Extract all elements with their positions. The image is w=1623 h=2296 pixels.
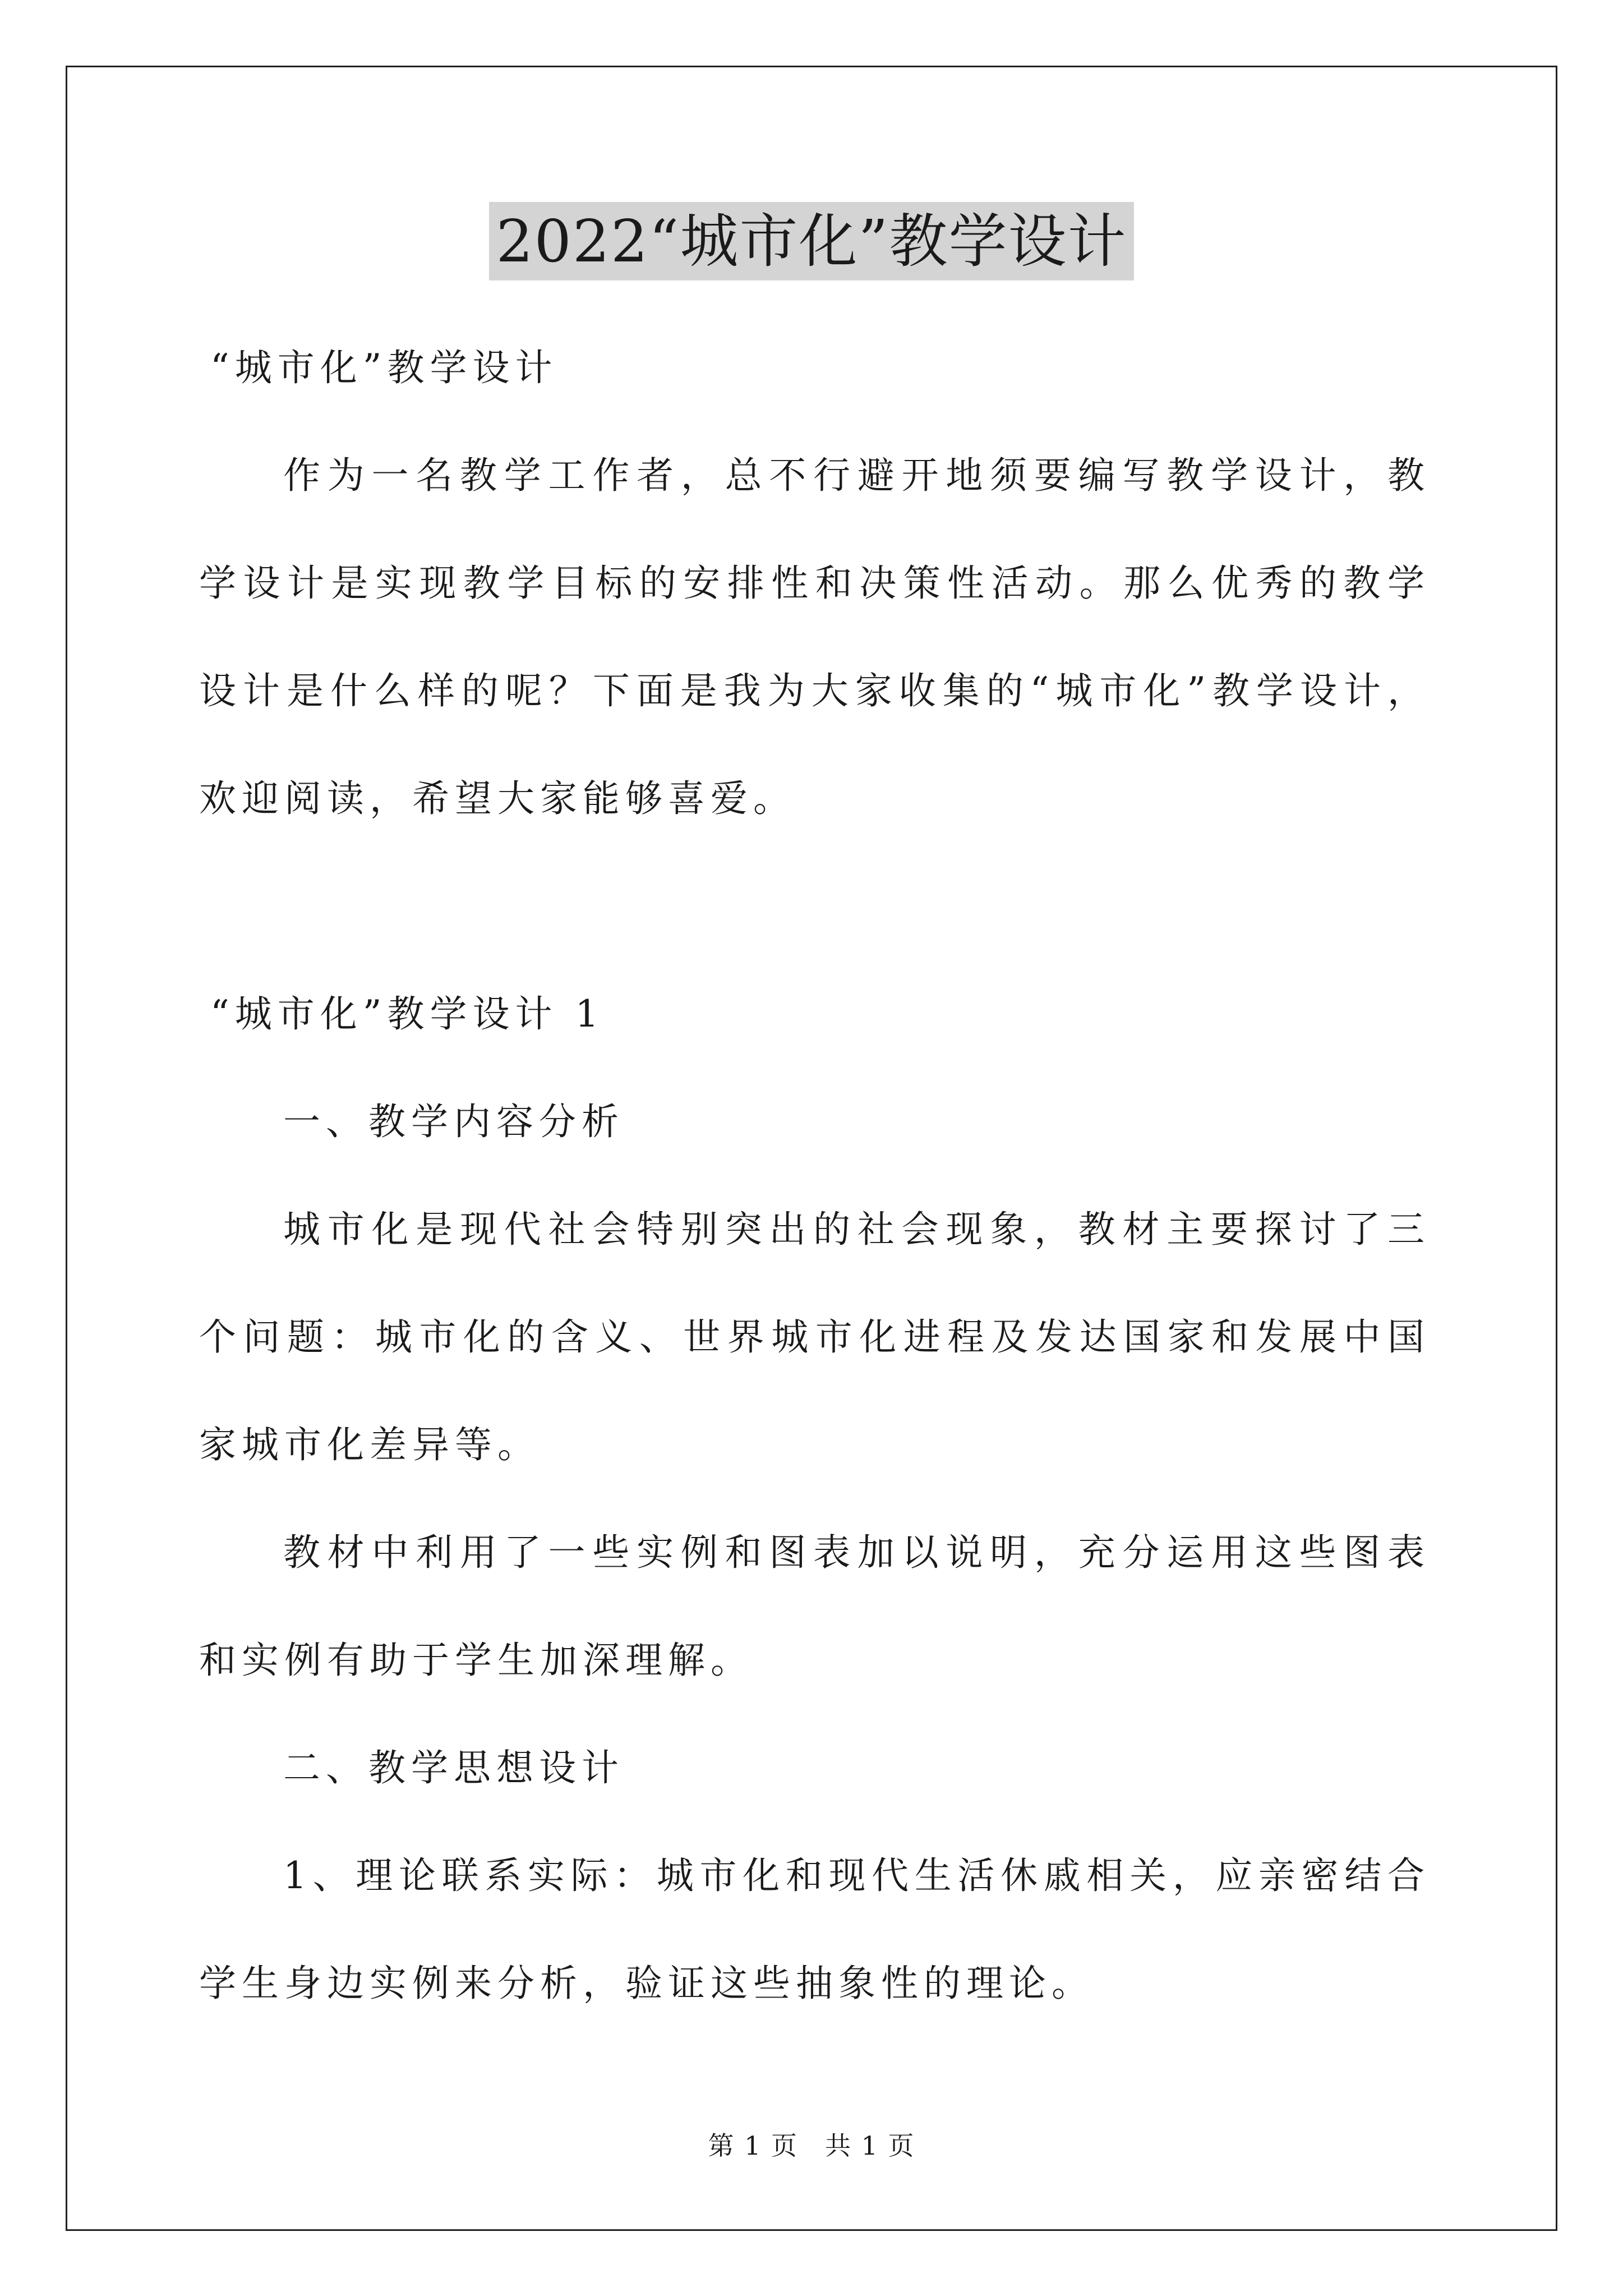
part1-paragraph-2: 教材中利用了一些实例和图表加以说明，充分运用这些图表和实例有助于学生加深理解。 (199, 1531, 1430, 1682)
document-body (199, 314, 1430, 2037)
spacer (199, 853, 1430, 960)
title-container (0, 202, 1623, 280)
part1-heading: 一、教学内容分析 (283, 1100, 624, 1143)
subtitle: “城市化”教学设计 (210, 346, 558, 389)
part2-paragraph-1: 1、理论联系实际：城市化和现代生活休戚相关，应亲密结合学生身边实例来分析，验证这些抽象性的理论。 (199, 1854, 1430, 2005)
section-title: “城市化”教学设计 1 (210, 992, 605, 1036)
document-title: 2022“城市化”教学设计 (489, 202, 1133, 280)
page-footer: 第 1 页 共 1 页 (708, 2131, 915, 2161)
part1-paragraph-1: 城市化是现代社会特别突出的社会现象，教材主要探讨了三个问题：城市化的含义、世界城市化进程及发达国家和发展中国家城市化差异等。 (199, 1208, 1430, 1466)
intro-paragraph: 作为一名教学工作者，总不行避开地须要编写教学设计，教学设计是实现教学目标的安排性和决策性活动。那么优秀的教学设计是什么样的呢？下面是我为大家收集的“城市化”教学设计，欢迎阅读，希望大家能够喜爱。 (199, 454, 1430, 820)
part2-heading: 二、教学思想设计 (283, 1746, 624, 1789)
